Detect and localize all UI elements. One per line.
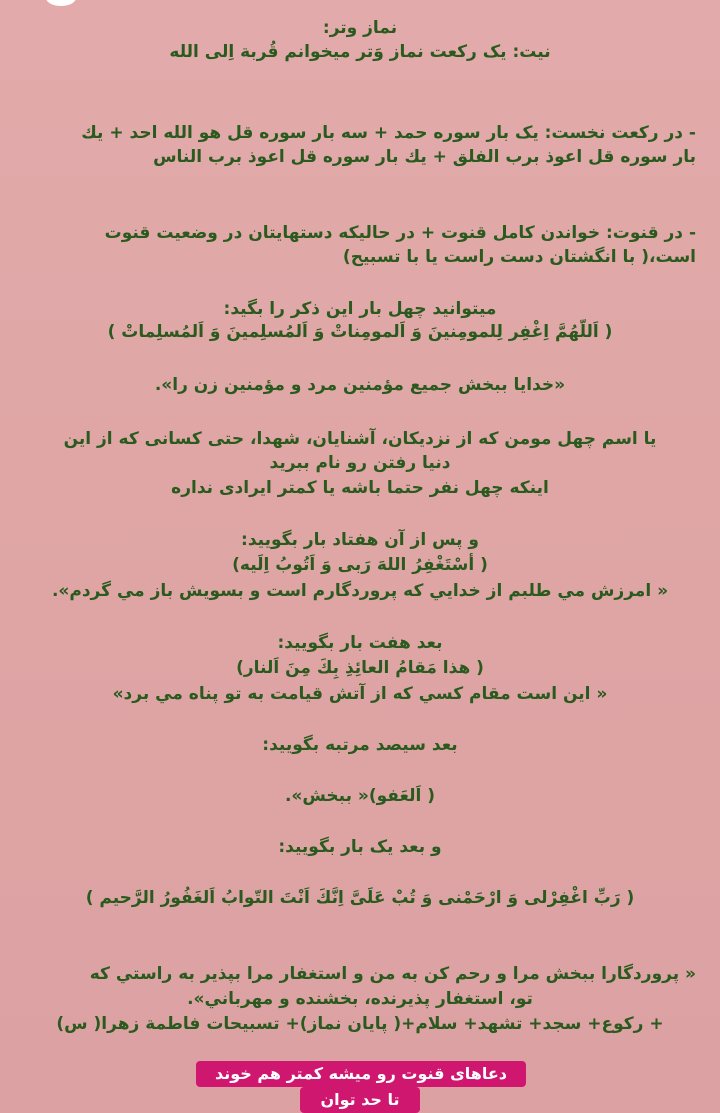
once-intro: و بعد یک بار بگوييد: <box>278 837 442 857</box>
caption-tag-line-2: تا حد توان <box>300 1087 420 1113</box>
names-line-3: اینکه چهل نفر حتما باشه یا کمتر ایرادی نداره <box>171 478 549 498</box>
names-line-1: یا اسم چهل مومن که از نزدیکان، آشنایان، شهدا، حتی کسانی که از این <box>63 429 657 449</box>
niyyah-line: نیت: یک رکعت نماز وَتر میخوانم قُربة اِلی الله <box>169 42 551 62</box>
seventy-translation: « امرزش مي طلبم از خدايي كه پروردگارم است و بسويش باز مي گردم». <box>51 581 669 601</box>
qunoot-line-2: است،( با انگشتان دست راست یا با تسبیح) <box>342 247 696 267</box>
rakat-line-1: - در رکعت نخست: یک بار سوره حمد + سه بار سوره قل هو الله احد + یك <box>81 123 696 143</box>
seven-translation: « اين است مقام كسي كه از آتش قيامت به تو پناه مي برد» <box>112 684 608 704</box>
seventy-arabic: ( أسْتَغْفِرُ اللهَ رَبی وَ اَتُوبُ اِلَيه) <box>232 555 488 575</box>
names-line-2: دنیا رفتن رو نام ببرید <box>269 453 451 473</box>
seventy-intro: و پس از آن هفتاد بار بگوييد: <box>241 530 479 550</box>
rakat-line-2: بار سوره قل اعوذ برب الفلق + یك بار سوره قل اعوذ برب الناس <box>153 147 696 167</box>
story-progress-indicator <box>46 0 76 6</box>
qunoot-line-1: - در قنوت: خواندن کامل قنوت + در حالیکه دستهایتان در وضعیت قنوت <box>104 223 696 243</box>
three-hundred-intro: بعد سیصد مرتبه بگویید: <box>262 735 458 755</box>
forty-dhikr-intro: میتوانید چهل بار این ذکر را بگید: <box>223 299 497 319</box>
seven-intro: بعد هفت بار بگوييد: <box>277 633 443 653</box>
prayer-title: نماز وتر: <box>322 18 398 38</box>
forty-dhikr-translation: «خدايا ببخش جميع مؤمنين مرد و مؤمنين زن را». <box>154 375 566 395</box>
three-hundred-text: ( اَلعَفو)« ببخش». <box>284 786 436 806</box>
prayer-ending-line: + ركوع+ سجد+ تشهد+ سلام+( پايان نماز)+ تسبيحات فاطمة زهرا( س) <box>56 1014 664 1034</box>
forty-dhikr-arabic: ( اَللّهُمَّ اِغْفِر لِلمومِنينَ وَ اَلمومِناتْ وَ اَلمُسلِمينَ وَ اَلمُسلِماتْ ) <box>107 322 613 342</box>
final-translation-line-2: تو، استغفار پذيرنده، بخشنده و مهرباني». <box>187 989 533 1009</box>
final-translation-line-1: « پروردگارا ببخش مرا و رحم كن به من و استغفار مرا بپذير به راستي كه <box>89 964 696 984</box>
once-arabic: ( رَبِّ اغْفِرْلی وَ ارْحَمْنی وَ تُبْ عَلَیَّ اِنَّكَ اَنْتَ التّوابُ اَلغَفُورُ الرَّحیم ) <box>85 888 635 908</box>
caption-tag-line-1: دعاهای قنوت رو میشه کمتر هم خوند <box>196 1061 526 1087</box>
seven-arabic: ( هذا مَقامُ العائِذِ بِكَ مِنَ اَلنار) <box>236 658 484 678</box>
